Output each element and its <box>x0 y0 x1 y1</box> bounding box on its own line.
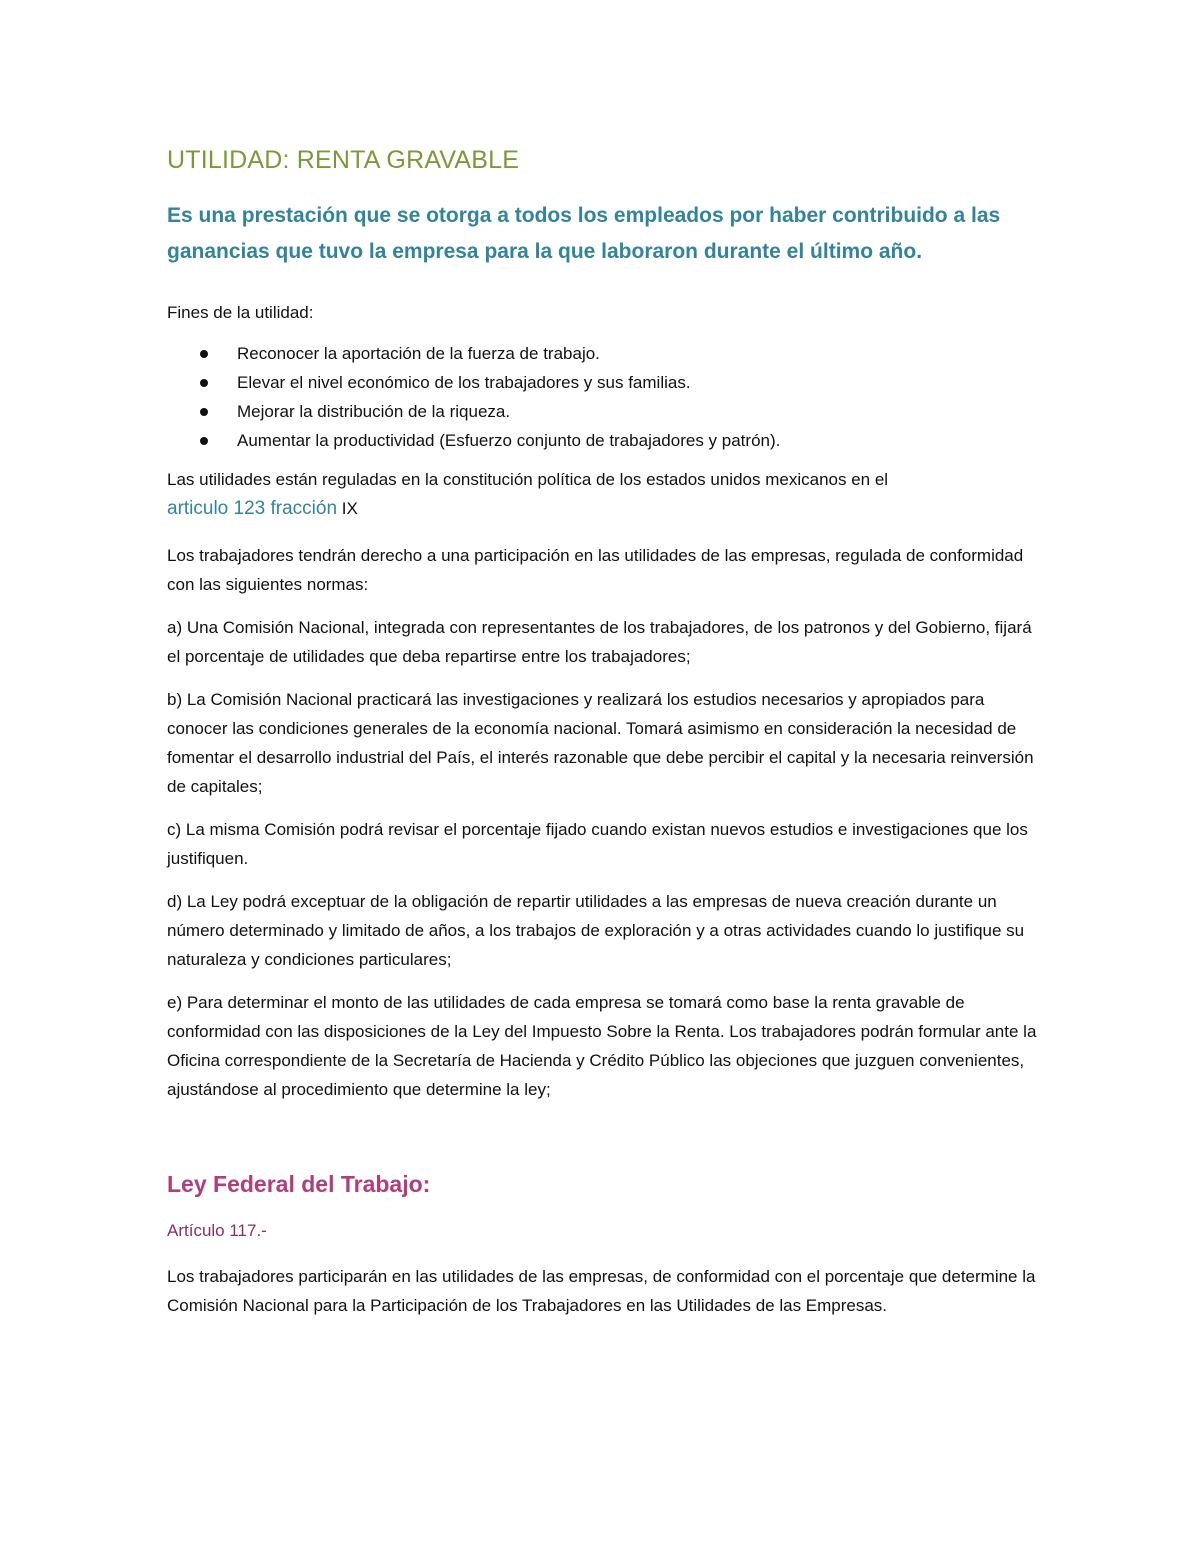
fines-list <box>167 339 1037 455</box>
regulation-paragraph <box>167 465 1037 523</box>
fines-label: Fines de la utilidad: <box>167 303 314 322</box>
list-item <box>167 426 1037 455</box>
list-item <box>167 397 1037 426</box>
regulation-text: Las utilidades están reguladas en la constitución política de los estados unidos mexicanos en el <box>167 470 889 489</box>
list-item <box>167 368 1037 397</box>
norm-d: d) La Ley podrá exceptuar de la obligación de repartir utilidades a las empresas de nueva creación durante un número determinado y limitado de años, a los trabajos de exploración y a otras actividades cuando lo justifique su naturaleza y condiciones particulares; <box>167 892 1025 969</box>
norm-b: b) La Comisión Nacional practicará las investigaciones y realizará los estudios necesarios y apropiados para conocer las condiciones generales de la economía nacional. Tomará asimismo en consideración la necesidad de fomentar el desarrollo industrial del País, el interés razonable que debe percibir el capital y la necesaria reinversión de capitales; <box>167 690 1034 796</box>
document-subtitle: Es una prestación que se otorga a todos los empleados por haber contribuido a las ganancias que tuvo la empresa para la que laboraron durante el último año. <box>167 204 1001 263</box>
lft-heading: Ley Federal del Trabajo: <box>167 1171 431 1197</box>
list-item-text: Elevar el nivel económico de los trabajadores y sus familias. <box>237 373 691 392</box>
norm-c: c) La misma Comisión podrá revisar el porcentaje fijado cuando existan nuevos estudios e investigaciones que los justifiquen. <box>167 820 1028 868</box>
article-roman-numeral: IX <box>337 499 358 518</box>
article-117-heading: Artículo 117.- <box>167 1221 267 1240</box>
document-title: UTILIDAD: RENTA GRAVABLE <box>167 146 520 174</box>
bullet-icon <box>200 350 208 358</box>
list-item-text: Mejorar la distribución de la riqueza. <box>237 402 511 421</box>
bullet-icon <box>200 408 208 416</box>
norm-a: a) Una Comisión Nacional, integrada con representantes de los trabajadores, de los patronos y del Gobierno, fijará el porcentaje de utilidades que deba repartirse entre los trabajadores; <box>167 618 1032 666</box>
bullet-icon <box>200 437 208 445</box>
article-reference: articulo 123 fracción <box>167 498 338 519</box>
list-item <box>167 339 1037 368</box>
article-117-text: Los trabajadores participarán en las utilidades de las empresas, de conformidad con el porcentaje que determine la Comisión Nacional para la Participación de los Trabajadores en las Utilidades de las Empresas. <box>167 1267 1036 1315</box>
document-page <box>167 140 1037 1320</box>
norms-intro: Los trabajadores tendrán derecho a una participación en las utilidades de las empresas, regulada de conformidad con las siguientes normas: <box>167 546 1024 594</box>
norm-e: e) Para determinar el monto de las utilidades de cada empresa se tomará como base la renta gravable de conformidad con las disposiciones de la Ley del Impuesto Sobre la Renta. Los trabajadores podrán formular ante la Oficina correspondiente de la Secretaría de Hacienda y Crédito Público las objeciones que juzguen convenientes, ajustándose al procedimiento que determine la ley; <box>167 993 1037 1099</box>
list-item-text: Aumentar la productividad (Esfuerzo conjunto de trabajadores y patrón). <box>237 431 781 450</box>
bullet-icon <box>200 379 208 387</box>
list-item-text: Reconocer la aportación de la fuerza de trabajo. <box>237 344 600 363</box>
